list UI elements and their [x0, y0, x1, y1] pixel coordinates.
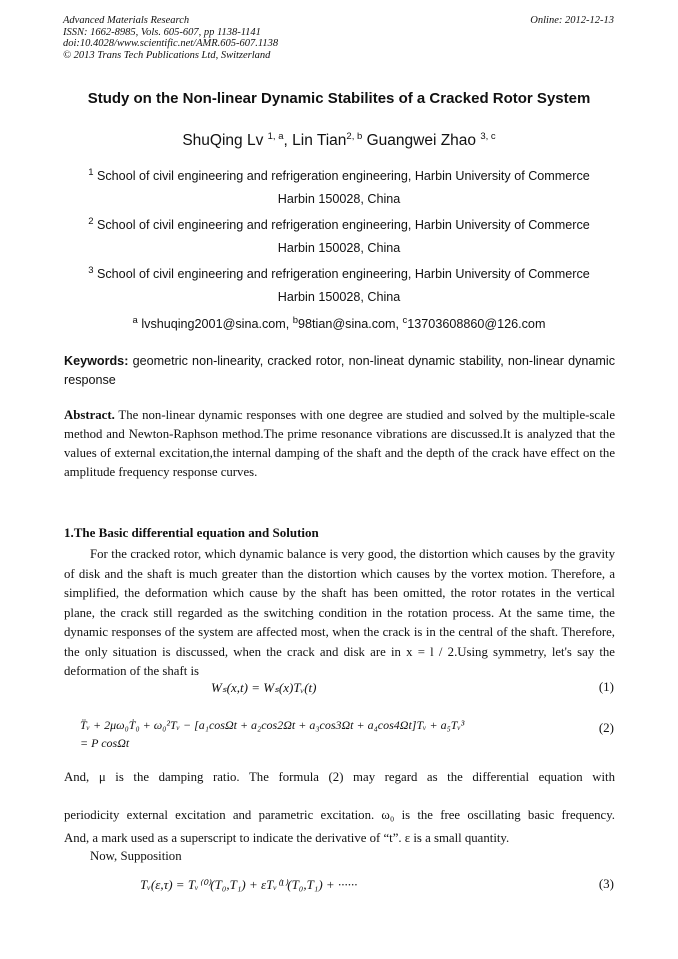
copyright-line: © 2013 Trans Tech Publications Ltd, Switzerland	[63, 49, 271, 61]
author-list	[0, 131, 678, 150]
abstract-text: The non-linear dynamic responses with one degree are studied and solved by the multiple-scale method and Newton-Raphson method.The prime resonance vibrations are discussed.It is analyzed that the values of external excitation,the internal damping of the shaft and the depth of the crack have effect on the amplitude frequency response curves.	[64, 408, 615, 479]
email-line: $^a$ lvshuqing2001@sina.com, $^b$98tian@sina.com, $^c$13703608860@126.com	[132, 315, 546, 332]
affiliation-number: 2	[88, 216, 94, 227]
keywords-text: geometric non-linearity, cracked rotor, non-lineat dynamic stability, non-linear dynamic response	[64, 354, 615, 387]
email-b[interactable]: 98tian@sina.com	[298, 317, 396, 332]
supposition-line: Now, Supposition	[90, 849, 182, 863]
affiliation-city: Harbin 150028, China	[277, 290, 401, 304]
equation-number: (1)	[598, 679, 614, 694]
affiliation-2	[0, 216, 678, 232]
journal-header	[63, 15, 278, 61]
equation-number: (3)	[598, 876, 614, 891]
equation-2-line1: T̈ᵥ + 2μω₀Ṫ₀ + ω₀²Tᵥ − [a₁cosΩt + a₂cos2Ωt + a₃cos3Ωt + a₄cos4Ωt]Tᵥ + a₅Tᵥ³	[80, 718, 465, 732]
damping-line: And, μ is the damping ratio. The formula (2) may regard as the differential equation with	[64, 770, 615, 784]
affiliation-number: 1	[88, 167, 94, 178]
abstract-label: Abstract.	[64, 408, 115, 422]
affiliation-line: School of civil engineering and refrigeration engineering, Harbin University of Commerce	[96, 267, 590, 282]
periodicity-line: periodicity external excitation and parametric excitation. ω₀ is the free oscillating basic frequency.	[64, 808, 615, 822]
equation-1: Wₛ(x,t) = Wₛ(x)Tᵥ(t)	[211, 680, 317, 695]
equation-number: (2)	[598, 720, 614, 735]
email-marker: c	[402, 315, 408, 326]
affiliation-city: Harbin 150028, China	[277, 192, 401, 206]
equation-2-line2: = P cosΩt	[80, 736, 130, 750]
email-c[interactable]: 13703608860@126.com	[407, 317, 546, 332]
equation-3: Tᵥ(ε,τ) = Tᵥ⁽⁰⁾(T₀,T₁) + εTᵥ⁽¹⁾(T₀,T₁) + ······	[140, 877, 358, 892]
superscript-note: And, a mark used as a superscript to indicate the derivative of “t”. ε is a small quantity.	[64, 831, 510, 845]
email-marker: b	[292, 315, 299, 326]
author-sup: 3, c	[480, 131, 496, 142]
affiliation-line: School of civil engineering and refrigeration engineering, Harbin University of Commerce	[96, 218, 590, 233]
abstract	[64, 406, 615, 482]
online-date: Online: 2012-12-13	[530, 15, 614, 26]
author-sup: 2, b	[346, 131, 363, 142]
affiliation-3	[0, 265, 678, 281]
affiliation-1	[0, 167, 678, 183]
affiliation-city: Harbin 150028, China	[277, 241, 401, 255]
paper-title: Study on the Non-linear Dynamic Stabilites of a Cracked Rotor System	[87, 90, 591, 107]
author-sup: 1, a	[267, 131, 284, 142]
keywords	[64, 352, 615, 390]
issn-line: ISSN: 1662-8985, Vols. 605-607, pp 1138-1141	[63, 26, 261, 38]
author-name: Lin Tian	[292, 132, 347, 150]
author-sep: ,	[283, 132, 293, 150]
keywords-label: Keywords:	[64, 354, 129, 368]
section-heading: 1.The Basic differential equation and Solution	[64, 525, 319, 540]
doi-line: doi:10.4028/www.scientific.net/AMR.605-607.1138	[63, 38, 279, 49]
affiliation-number: 3	[88, 265, 94, 276]
section-paragraph: For the cracked rotor, which dynamic balance is very good, the distortion which causes by the gravity of disk and the shaft is much greater than the distortion which causes by the vortex motion. Therefore, a simplified, the deformation which cause by the shaft has been omitted, the rotor rotates in the vertical plane, the crack still regarded as the switching condition in the rotation process. At the same time, the dynamic responses of the system are affected most, when the crack is in the central of the shaft. Therefore, the only situation is discussed, when the crack and disk are in x = l / 2.Using symmetry, let's say the deformation of the shaft is	[64, 547, 615, 678]
author-name: ShuQing Lv	[182, 132, 264, 150]
author-name: Guangwei Zhao	[366, 132, 477, 150]
email-marker: a	[132, 315, 138, 326]
email-a[interactable]: lvshuqing2001@sina.com	[141, 317, 286, 332]
affiliation-line: School of civil engineering and refrigeration engineering, Harbin University of Commerce	[96, 169, 590, 184]
journal-name: Advanced Materials Research	[63, 15, 190, 26]
